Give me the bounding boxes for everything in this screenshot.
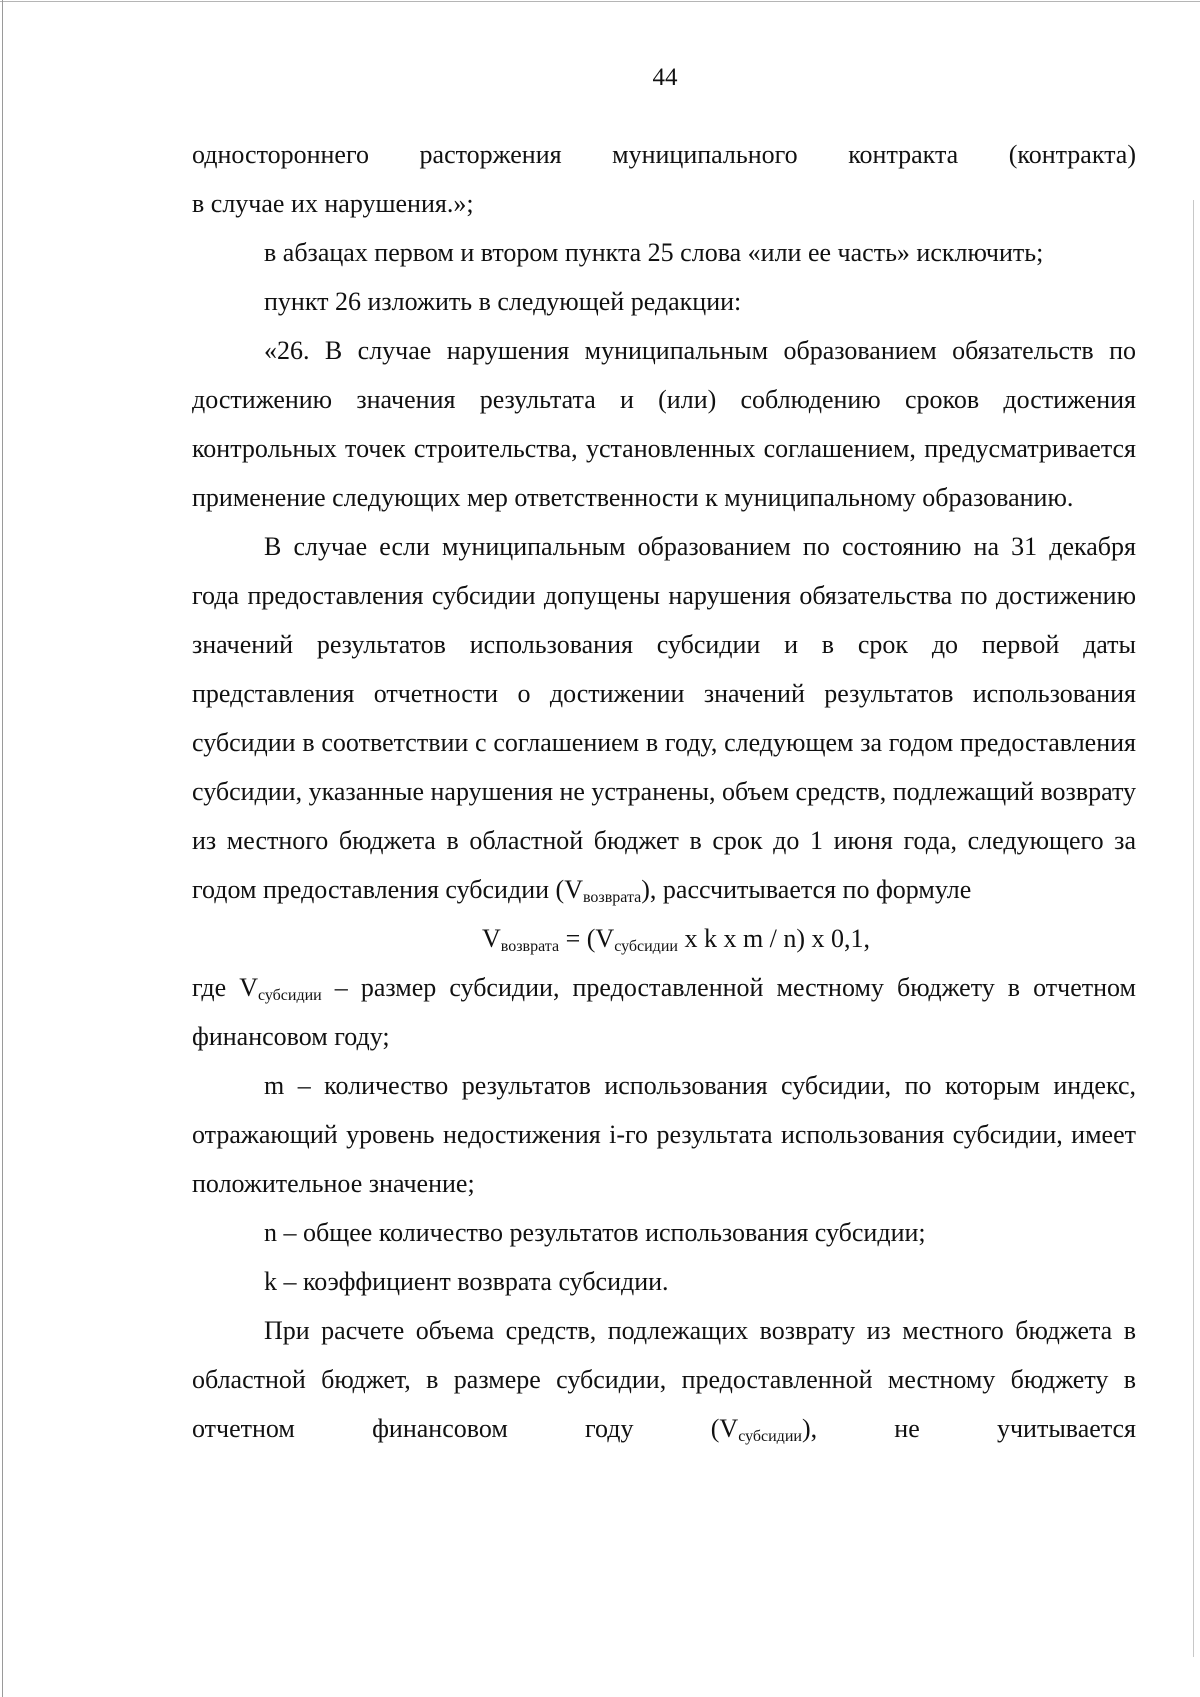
document-body bbox=[192, 130, 1136, 1453]
paragraph-clause-26: «26. В случае нарушения муниципальным образованием обязательств по достижению значения результата и (или) соблюдению сроков достижения контрольных точек строительства, установленных соглашением, предусматривается применение следующих мер ответственности к муниципальному образованию. bbox=[192, 336, 1136, 512]
paragraph-amendment-25: в абзацах первом и втором пункта 25 слова «или ее часть» исключить; bbox=[264, 238, 1044, 267]
formula bbox=[192, 914, 1136, 963]
scan-edge-top bbox=[0, 1, 1200, 2]
formula-v: V bbox=[482, 924, 501, 953]
scan-edge-left bbox=[2, 0, 3, 1697]
page-number: 44 bbox=[652, 64, 678, 91]
scan-edge-right bbox=[1193, 200, 1194, 1657]
paragraph-exclusion-tail: ), не учитывается bbox=[801, 1414, 1136, 1443]
definition-v-subsidy bbox=[192, 963, 1136, 1061]
formula-sub-subsidy: субсидии bbox=[614, 938, 678, 955]
paragraph-return-calculation bbox=[192, 522, 1136, 914]
definition-k: k – коэффициент возврата субсидии. bbox=[264, 1267, 669, 1296]
paragraph-continuation-line1: одностороннего расторжения муниципального контракта (контракта) bbox=[192, 140, 1136, 169]
paragraph-calculation-exclusion bbox=[192, 1306, 1136, 1453]
paragraph-return-calculation-text: В случае если муниципальным образованием по состоянию на 31 декабря года предоставления субсидии допущены нарушения обязательства по достижению значений результатов использования субсидии и в срок до первой даты представления отчетности о достижении значений результатов использования субсидии в соответствии с соглашением в году, следующем за годом предоставления субсидии, указанные нарушения не устранены, объем средств, подлежащий возврату из местного бюджета в областной бюджет в срок до 1 июня года, следующего за годом предоставления субсидии (V bbox=[192, 532, 1136, 904]
paragraph-exclusion-text: При расчете объема средств, подлежащих возврату из местного бюджета в областной бюджет, в размере субсидии, предоставленной местному бюджету в отчетном финансовом году (V bbox=[192, 1316, 1136, 1443]
subscript-return: возврата bbox=[582, 889, 642, 906]
paragraph-return-calculation-tail: ), рассчитывается по формуле bbox=[641, 875, 972, 904]
paragraph-continuation-line2: в случае их нарушения.»; bbox=[192, 189, 474, 218]
definition-v-lead: где V bbox=[192, 973, 258, 1002]
formula-rest: x k x m / n) x 0,1, bbox=[677, 924, 871, 953]
formula-sub-return: возврата bbox=[500, 938, 560, 955]
definition-v-sub: субсидии bbox=[257, 987, 322, 1004]
formula-eq-open: = (V bbox=[559, 924, 615, 953]
definition-v-text: – размер субсидии, предоставленной местному бюджету в отчетном финансовом году; bbox=[192, 973, 1136, 1051]
definition-m: m – количество результатов использования субсидии, по которым индекс, отражающий уровень недостижения i-го результата использования субсидии, имеет положительное значение; bbox=[192, 1071, 1136, 1198]
subscript-subsidy: субсидии bbox=[738, 1428, 802, 1445]
definition-n: n – общее количество результатов использования субсидии; bbox=[264, 1218, 926, 1247]
paragraph-amendment-26-intro: пункт 26 изложить в следующей редакции: bbox=[264, 287, 742, 316]
